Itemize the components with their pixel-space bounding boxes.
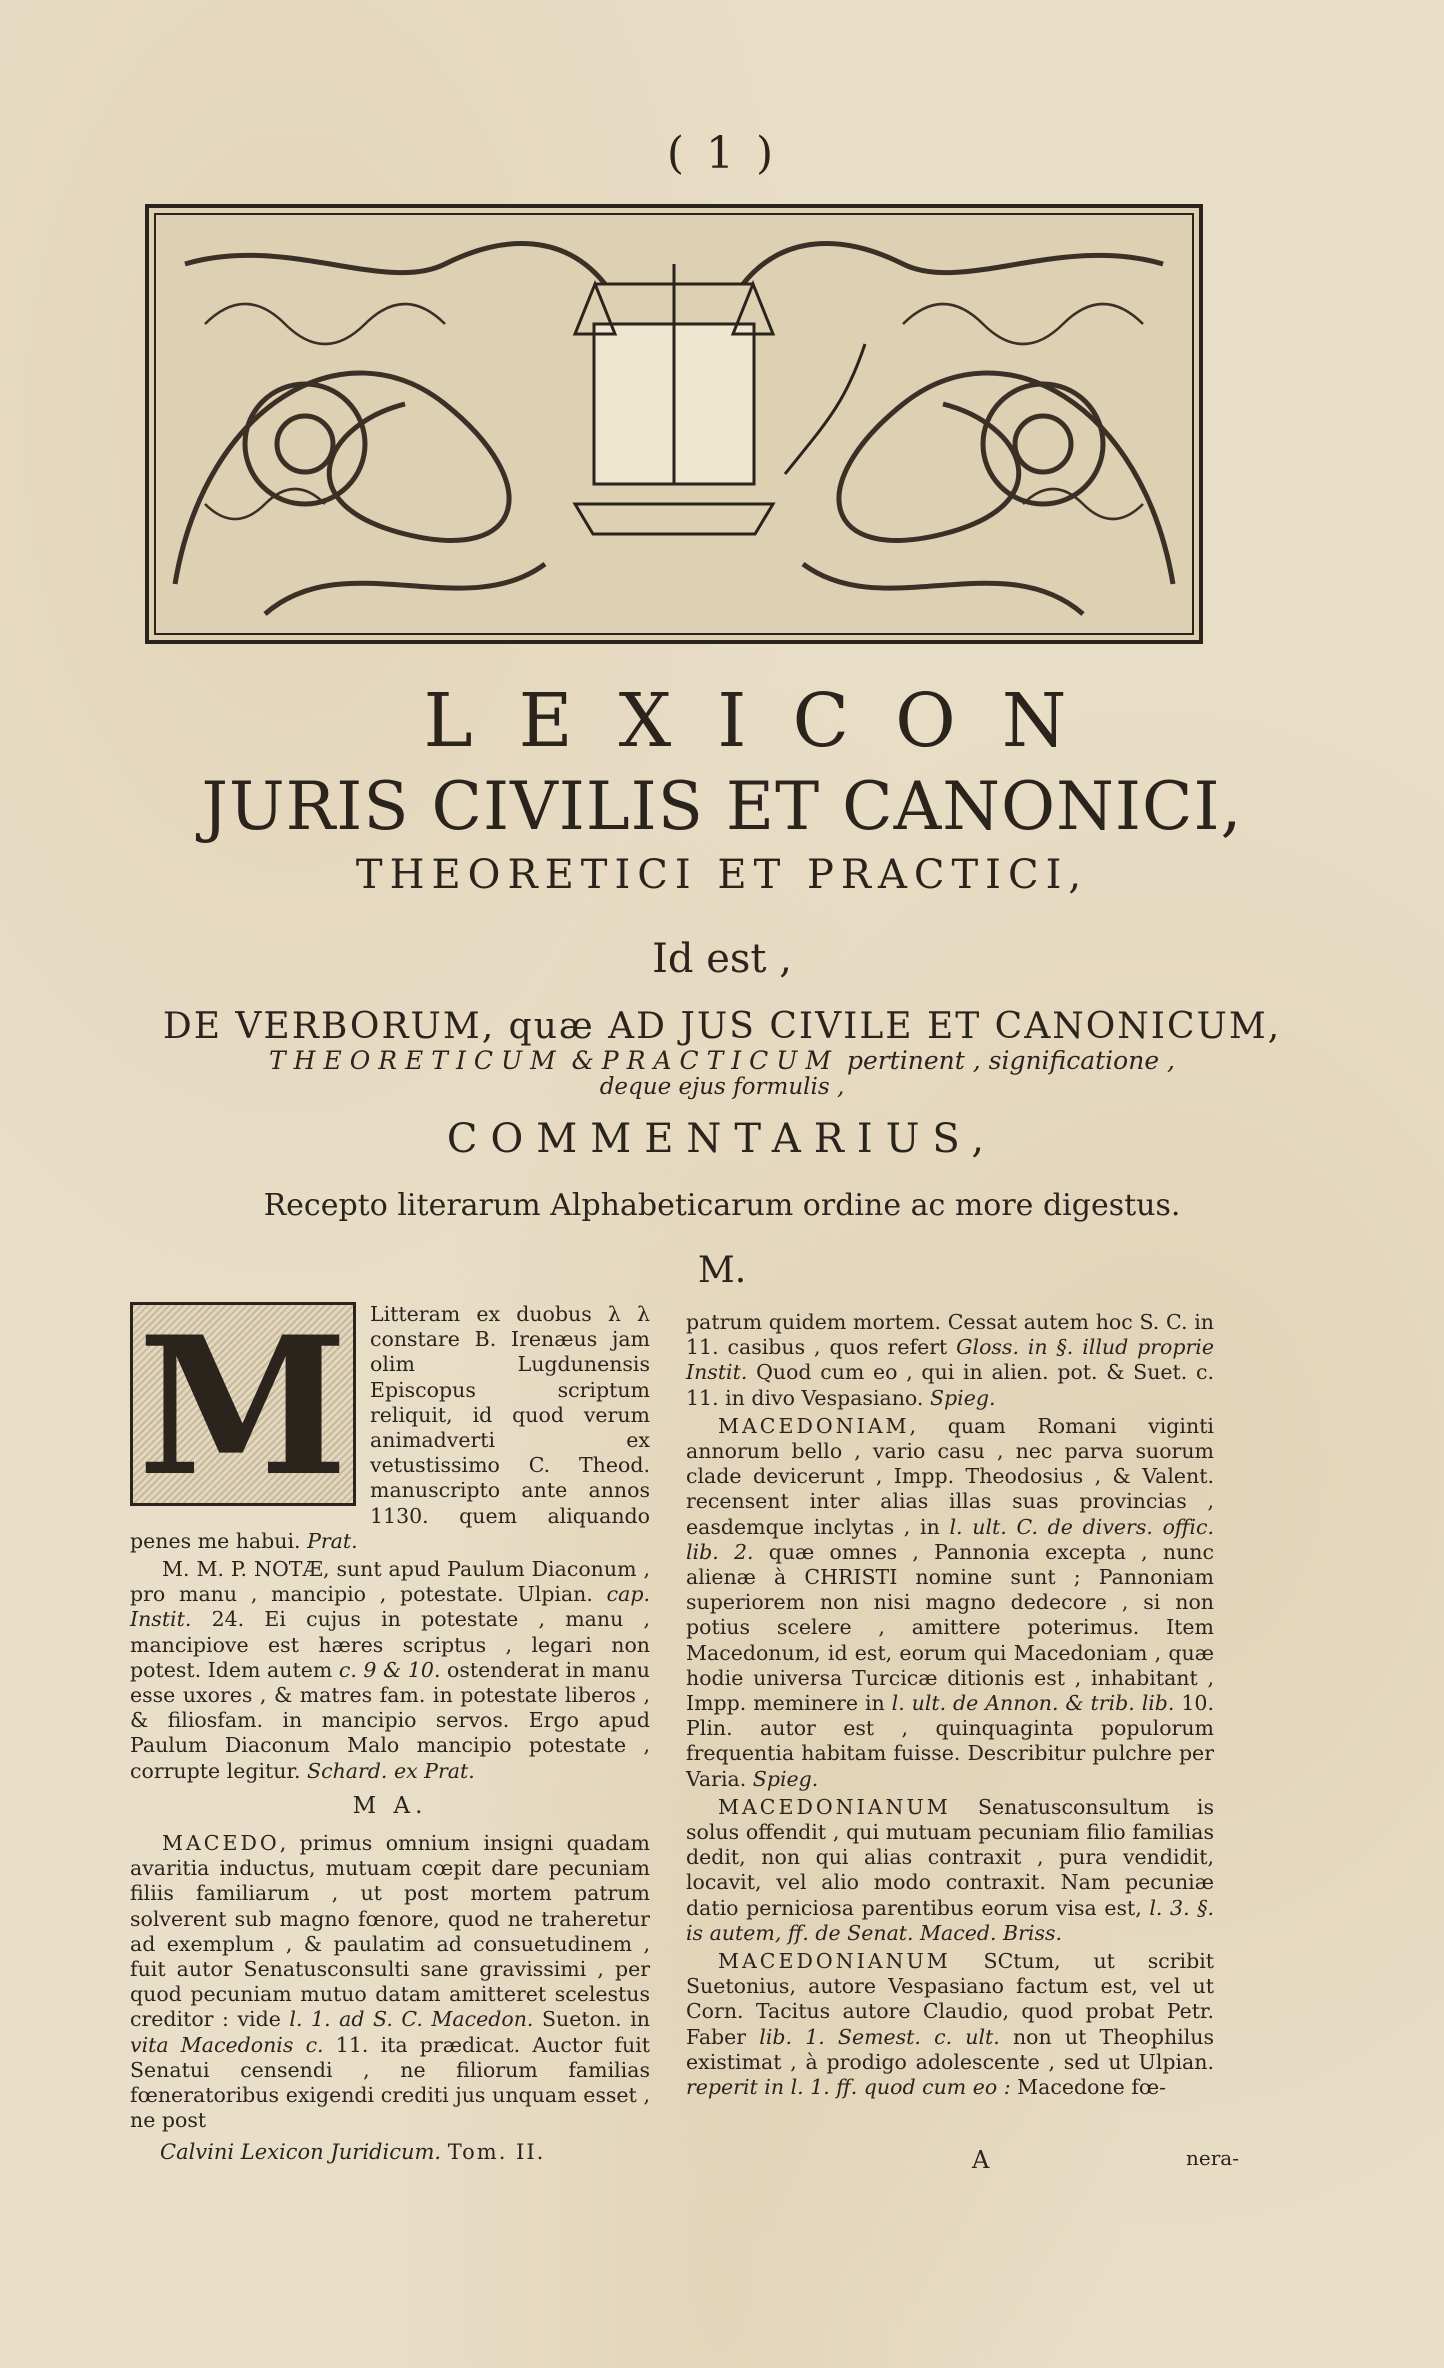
macedonianum-lead-1: MACEDONIANUM (718, 1794, 951, 1819)
right-text-1: patrum quidem mortem. Cessat autem hoc S. C. in 11. casibus , quos refert (686, 1310, 1214, 1360)
macedoniam-text-1: , quam Romani viginti annorum bello , vario casu , nec parva suorum clade devicerunt , Impp. Theodosius , & Valent. recensent inter alias illas suas provincias , easdemque inclytas , in (686, 1413, 1214, 1539)
title-theoreticum-line (0, 1046, 1444, 1075)
notae-text-1: sunt apud Paulum Diaconum , pro manu , mancipio , potestate. Ulpian. (130, 1557, 650, 1607)
macedonianum-paragraph-2 (686, 1949, 1214, 2100)
catchword: nera- (1186, 2146, 1239, 2170)
right-citation-1: Gloss. in §. illud proprie Instit. (686, 1335, 1214, 1385)
theoreticum-text: THEORETICUM (268, 1046, 564, 1075)
drop-cap-ornament (130, 1295, 356, 1518)
page-number: ( 1 ) (666, 128, 778, 179)
notae-lead: M. M. P. NOTÆ, (162, 1557, 330, 1582)
title-word: LEXICON (423, 678, 1113, 764)
right-paragraph-1 (686, 1310, 1214, 1411)
title-de-verborum: DE VERBORUM, quæ AD JUS CIVILE ET CANONICUM, (162, 1006, 1282, 1047)
macedonianum-text-2: SCtum, ut scribit Suetonius, autore Vespasiano factum est, vel ut Corn. Tacitus autore Claudio, quod probat Petr. Faber (686, 1949, 1214, 2049)
notae-paragraph (130, 1557, 650, 1784)
footer-work: Calvini Lexicon Juridicum. (160, 2140, 442, 2164)
macedonianum-citation-1: l. 3. §. is autem, ff. de Senat. Maced. Briss. (686, 1895, 1214, 1945)
macedo-paragraph (130, 1831, 650, 2133)
macedonianum-text-1: Senatusconsultum is solus offendit , qui mutuam pecuniam filio familias dedit, non qui alias contraxit , pura vendidit, locavit, vel alio modo contraxit. Nam pecuniæ datio perniciosa parentibus eorum visa est, (686, 1794, 1214, 1920)
macedoniam-lead: MACEDONIAM (718, 1413, 910, 1438)
intro-citation: Prat. (307, 1528, 358, 1553)
macedo-text-3: 11. ita prædicat. Auctor fuit Senatui censendi , ne filiorum familias fœneratoribus exigendi crediti jus unquam esset , ne post (130, 2032, 650, 2133)
title-commentarius: COMMENTARIUS, (446, 1116, 998, 1162)
signature-mark: A (972, 2146, 990, 2174)
practicum-text: PRACTICUM (601, 1046, 839, 1075)
macedoniam-citation-2: l. ult. de Annon. & trib. lib. (891, 1691, 1175, 1716)
right-text-1b: Quod cum eo , qui in alien. pot. & Suet. c. 11. in divo Vespasiano. (686, 1360, 1214, 1410)
title-deque: deque ejus formulis , (599, 1074, 845, 1100)
notae-citation-1: cap. Instit. (130, 1582, 650, 1632)
macedo-text-1: , primus omnium insigni quadam avaritia inductus, mutuam cœpit dare pecuniam filiis familiarum , ut post mortem patrum solverent sub magno fœnore, quod ne traheretur ad exemplum , & paulatim ad consuetudinem , fuit autor Senatusconsulti sane gravissimi , per quod pecuniam mutuo datam amitteret scelestus creditor : vide (130, 1831, 650, 2032)
intro-text: Litteram ex duobus λ λ constare B. Irenæus jam olim Lugdunensis Episcopus scriptum reliquit, id quod verum animadverti ex vetustissimo C. Theod. manuscripto ante annos 1130. quem aliquando penes me habui. (130, 1302, 650, 1553)
macedonianum-paragraph-1 (686, 1795, 1214, 1946)
macedoniam-text-2: quæ omnes , Pannonia excepta , nunc alienæ à CHRISTI nomine sunt ; Pannoniam superiorem non nisi magno dedecore , si non potius scelere , amittere poterimus. Item Macedonum, id est, eorum qui Macedoniam , quæ hodie universa Turcicæ ditionis est , inhabitant , Impp. meminere in (686, 1539, 1214, 1716)
macedoniam-citation-3: Spieg. (752, 1766, 819, 1791)
drop-cap-letter: M (137, 1295, 349, 1518)
macedoniam-citation-1: l. ult. C. de divers. offic. lib. 2. (686, 1514, 1214, 1564)
right-citation-1b: Spieg. (929, 1385, 996, 1410)
notae-text-3: ostenderat in manu esse uxores , & matres fam. in potestate liberos , & filiosfam. in mancipio servos. Ergo apud Paulum Diaconum Malo mancipio potestate , corrupte legitur. (130, 1657, 650, 1783)
macedonianum-lead-2: MACEDONIANUM (718, 1949, 951, 1974)
macedonianum-text-2b: non ut Theophilus existimat , à prodigo adolescente , sed ut Ulpian. (686, 2024, 1214, 2074)
letter-heading: M. (697, 1250, 747, 1291)
ampersand-text: & (571, 1046, 594, 1075)
section-heading-ma: M A. (352, 1792, 428, 1819)
title-subtitle: THEORETICI ET PRACTICI, (355, 852, 1089, 898)
right-column (686, 1310, 1214, 2103)
macedoniam-paragraph (686, 1414, 1214, 1792)
macedo-citation-1: l. 1. ad S. C. Macedon. (289, 2007, 534, 2032)
macedonianum-text-2c: Macedone fœ- (1017, 2075, 1167, 2100)
notae-citation-3: Schard. ex Prat. (307, 1758, 475, 1783)
macedonianum-citation-2b: reperit in l. 1. ff. quod cum eo : (686, 2075, 1011, 2100)
footer-tome: Tom. II. (447, 2140, 546, 2164)
headpiece-ornament (145, 204, 1203, 644)
macedo-citation-2: vita Macedonis c. (130, 2032, 324, 2057)
left-column (130, 1295, 650, 2137)
footer-work-title (160, 2140, 545, 2164)
notae-text-2: 24. Ei cujus in potestate , manu , mancipiove est hæres scriptus , legari non potest. Idem autem (130, 1607, 650, 1682)
macedo-text-2: Sueton. in (541, 2007, 650, 2032)
macedonianum-citation-2: lib. 1. Semest. c. ult. (759, 2024, 1000, 2049)
title-main: JURIS CIVILIS ET CANONICI, (201, 768, 1243, 845)
pertinent-text: pertinent , significatione , (846, 1046, 1176, 1075)
title-id-est: Id est , (652, 936, 792, 982)
macedo-lead: MACEDO (162, 1831, 280, 1856)
title-recepto: Recepto literarum Alphabeticarum ordine ac more digestus. (263, 1188, 1181, 1223)
macedoniam-text-3: 10. Plin. autor est , quinquaginta populorum frequentia habitam fuisse. Describitur pulchre per Varia. (686, 1691, 1214, 1791)
notae-citation-2: c. 9 & 10. (338, 1657, 441, 1682)
